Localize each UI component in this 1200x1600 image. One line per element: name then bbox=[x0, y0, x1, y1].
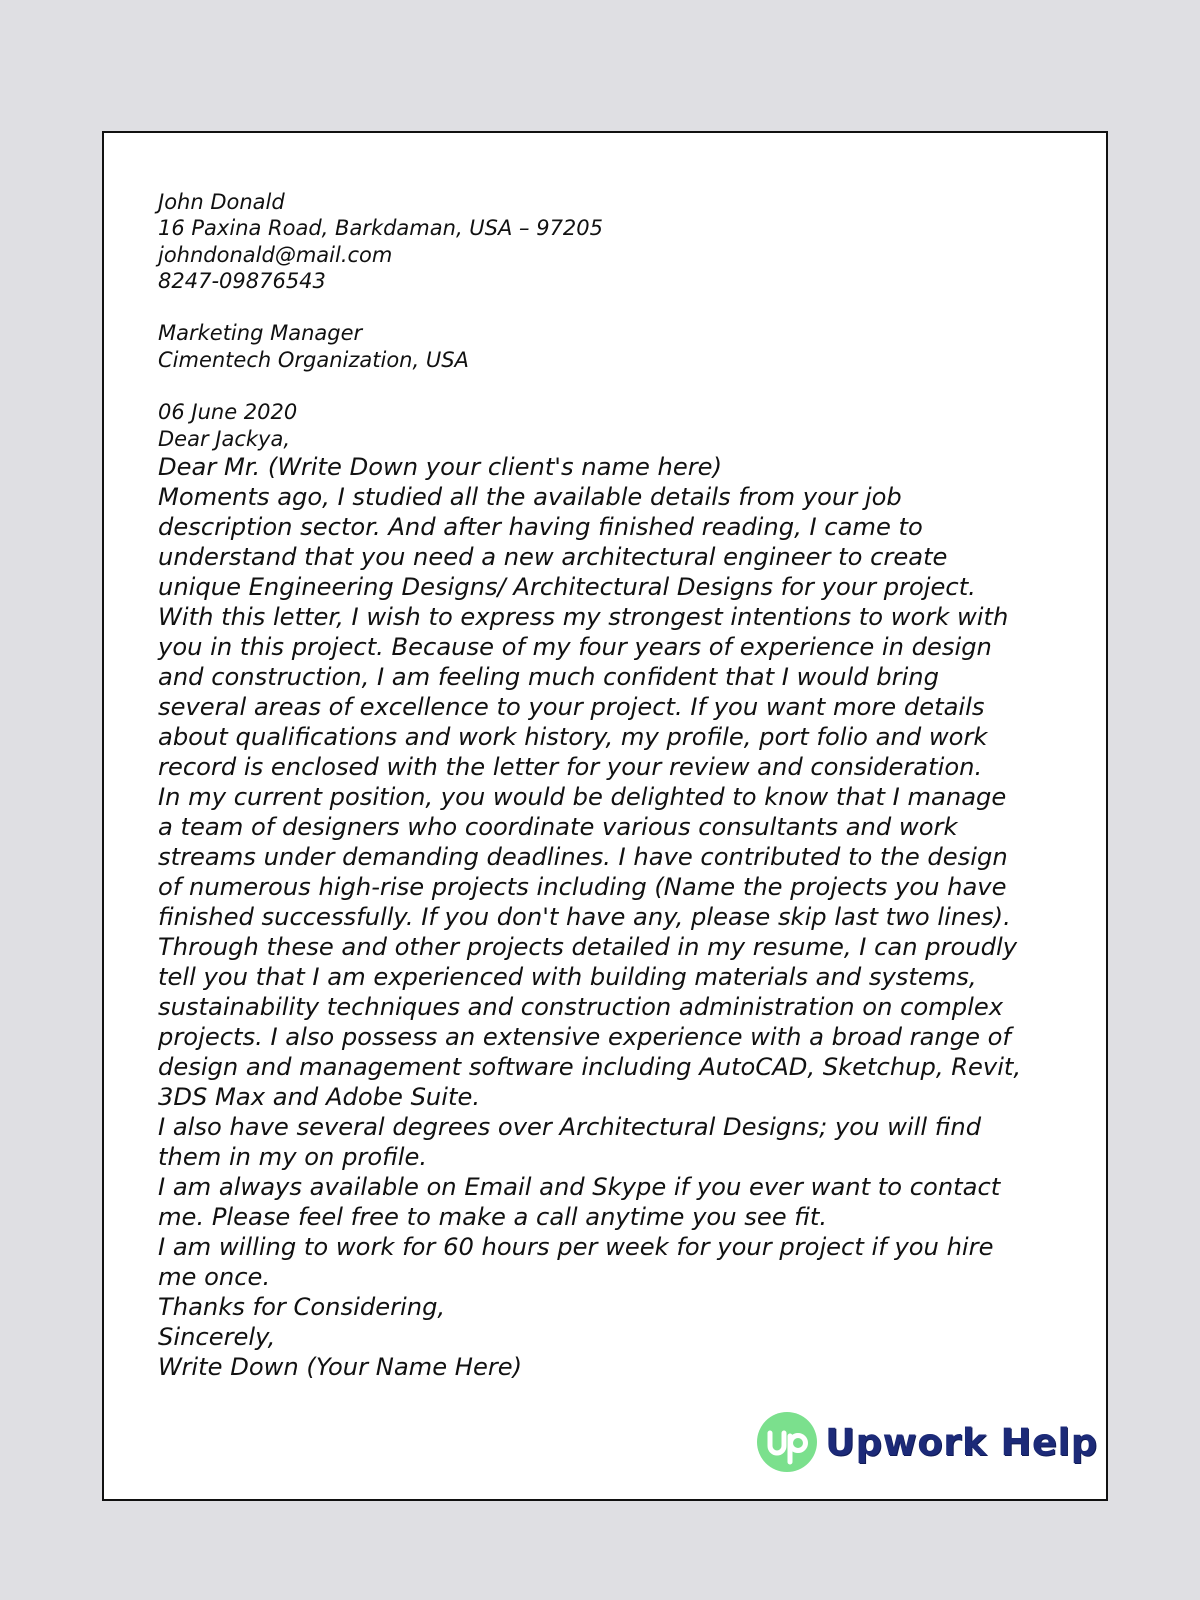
body-line: I am willing to work for 60 hours per week for your project if you hire bbox=[158, 1232, 994, 1261]
sender-phone: 8247-09876543 bbox=[158, 268, 326, 293]
body-line: me. Please feel free to make a call anytime you see fit. bbox=[158, 1202, 828, 1231]
letter-page bbox=[102, 131, 1108, 1501]
body-line: them in my on profile. bbox=[158, 1142, 428, 1171]
body-line: finished successfully. If you don't have any, please skip last two lines). bbox=[158, 902, 1011, 931]
logo-wordmark: Upwork Help bbox=[825, 1420, 1098, 1464]
body-line: understand that you need a new architectural engineer to create bbox=[158, 542, 948, 571]
date-greeting-block bbox=[158, 399, 1058, 452]
body-line: record is enclosed with the letter for your review and consideration. bbox=[158, 752, 983, 781]
body-line: Moments ago, I studied all the available details from your job bbox=[158, 482, 902, 511]
body-line: several areas of excellence to your project. If you want more details bbox=[158, 692, 985, 721]
letter-greeting: Dear Jackya, bbox=[158, 426, 291, 451]
spacer bbox=[158, 373, 1058, 399]
letter-body bbox=[158, 452, 1058, 1382]
body-line: tell you that I am experienced with building materials and systems, bbox=[158, 962, 977, 991]
sender-email: johndonald@mail.com bbox=[158, 242, 393, 267]
letter-date: 06 June 2020 bbox=[158, 400, 298, 425]
signature-placeholder: Write Down (Your Name Here) bbox=[158, 1352, 523, 1381]
recipient-title: Marketing Manager bbox=[158, 321, 363, 346]
body-line: of numerous high-rise projects including (Name the projects you have bbox=[158, 872, 1007, 901]
body-line: 3DS Max and Adobe Suite. bbox=[158, 1082, 481, 1111]
body-line: projects. I also possess an extensive experience with a broad range of bbox=[158, 1022, 1011, 1051]
body-line: streams under demanding deadlines. I have contributed to the design bbox=[158, 842, 1008, 871]
body-line: I am always available on Email and Skype if you ever want to contact bbox=[158, 1172, 1001, 1201]
body-line: I also have several degrees over Architectural Designs; you will find bbox=[158, 1112, 982, 1141]
recipient-block bbox=[158, 320, 1058, 373]
body-line: and construction, I am feeling much confident that I would bring bbox=[158, 662, 939, 691]
body-line: Dear Mr. (Write Down your client's name here) bbox=[158, 452, 722, 481]
body-line: In my current position, you would be delighted to know that I manage bbox=[158, 782, 1007, 811]
body-line: design and management software including AutoCAD, Sketchup, Revit, bbox=[158, 1052, 1022, 1081]
sender-address: 16 Paxina Road, Barkdaman, USA – 97205 bbox=[158, 216, 604, 241]
upwork-help-logo bbox=[757, 1411, 1098, 1473]
body-line: about qualifications and work history, my profile, port folio and work bbox=[158, 722, 988, 751]
spacer bbox=[158, 294, 1058, 320]
letter-content bbox=[158, 189, 1058, 1382]
body-line: you in this project. Because of my four years of experience in design bbox=[158, 632, 992, 661]
recipient-organization: Cimentech Organization, USA bbox=[158, 347, 469, 372]
body-line: sustainability techniques and construction administration on complex bbox=[158, 992, 1004, 1021]
body-line: description sector. And after having finished reading, I came to bbox=[158, 512, 923, 541]
sender-block bbox=[158, 189, 1058, 294]
body-line: Through these and other projects detailed in my resume, I can proudly bbox=[158, 932, 1018, 961]
body-line: unique Engineering Designs/ Architectural Designs for your project. bbox=[158, 572, 976, 601]
body-line: me once. bbox=[158, 1262, 271, 1291]
closing-sincerely: Sincerely, bbox=[158, 1322, 276, 1351]
closing-thanks: Thanks for Considering, bbox=[158, 1292, 446, 1321]
sender-name: John Donald bbox=[158, 190, 285, 214]
body-line: With this letter, I wish to express my strongest intentions to work with bbox=[158, 602, 1009, 631]
upwork-logo-icon bbox=[757, 1412, 817, 1472]
body-line: a team of designers who coordinate various consultants and work bbox=[158, 812, 958, 841]
